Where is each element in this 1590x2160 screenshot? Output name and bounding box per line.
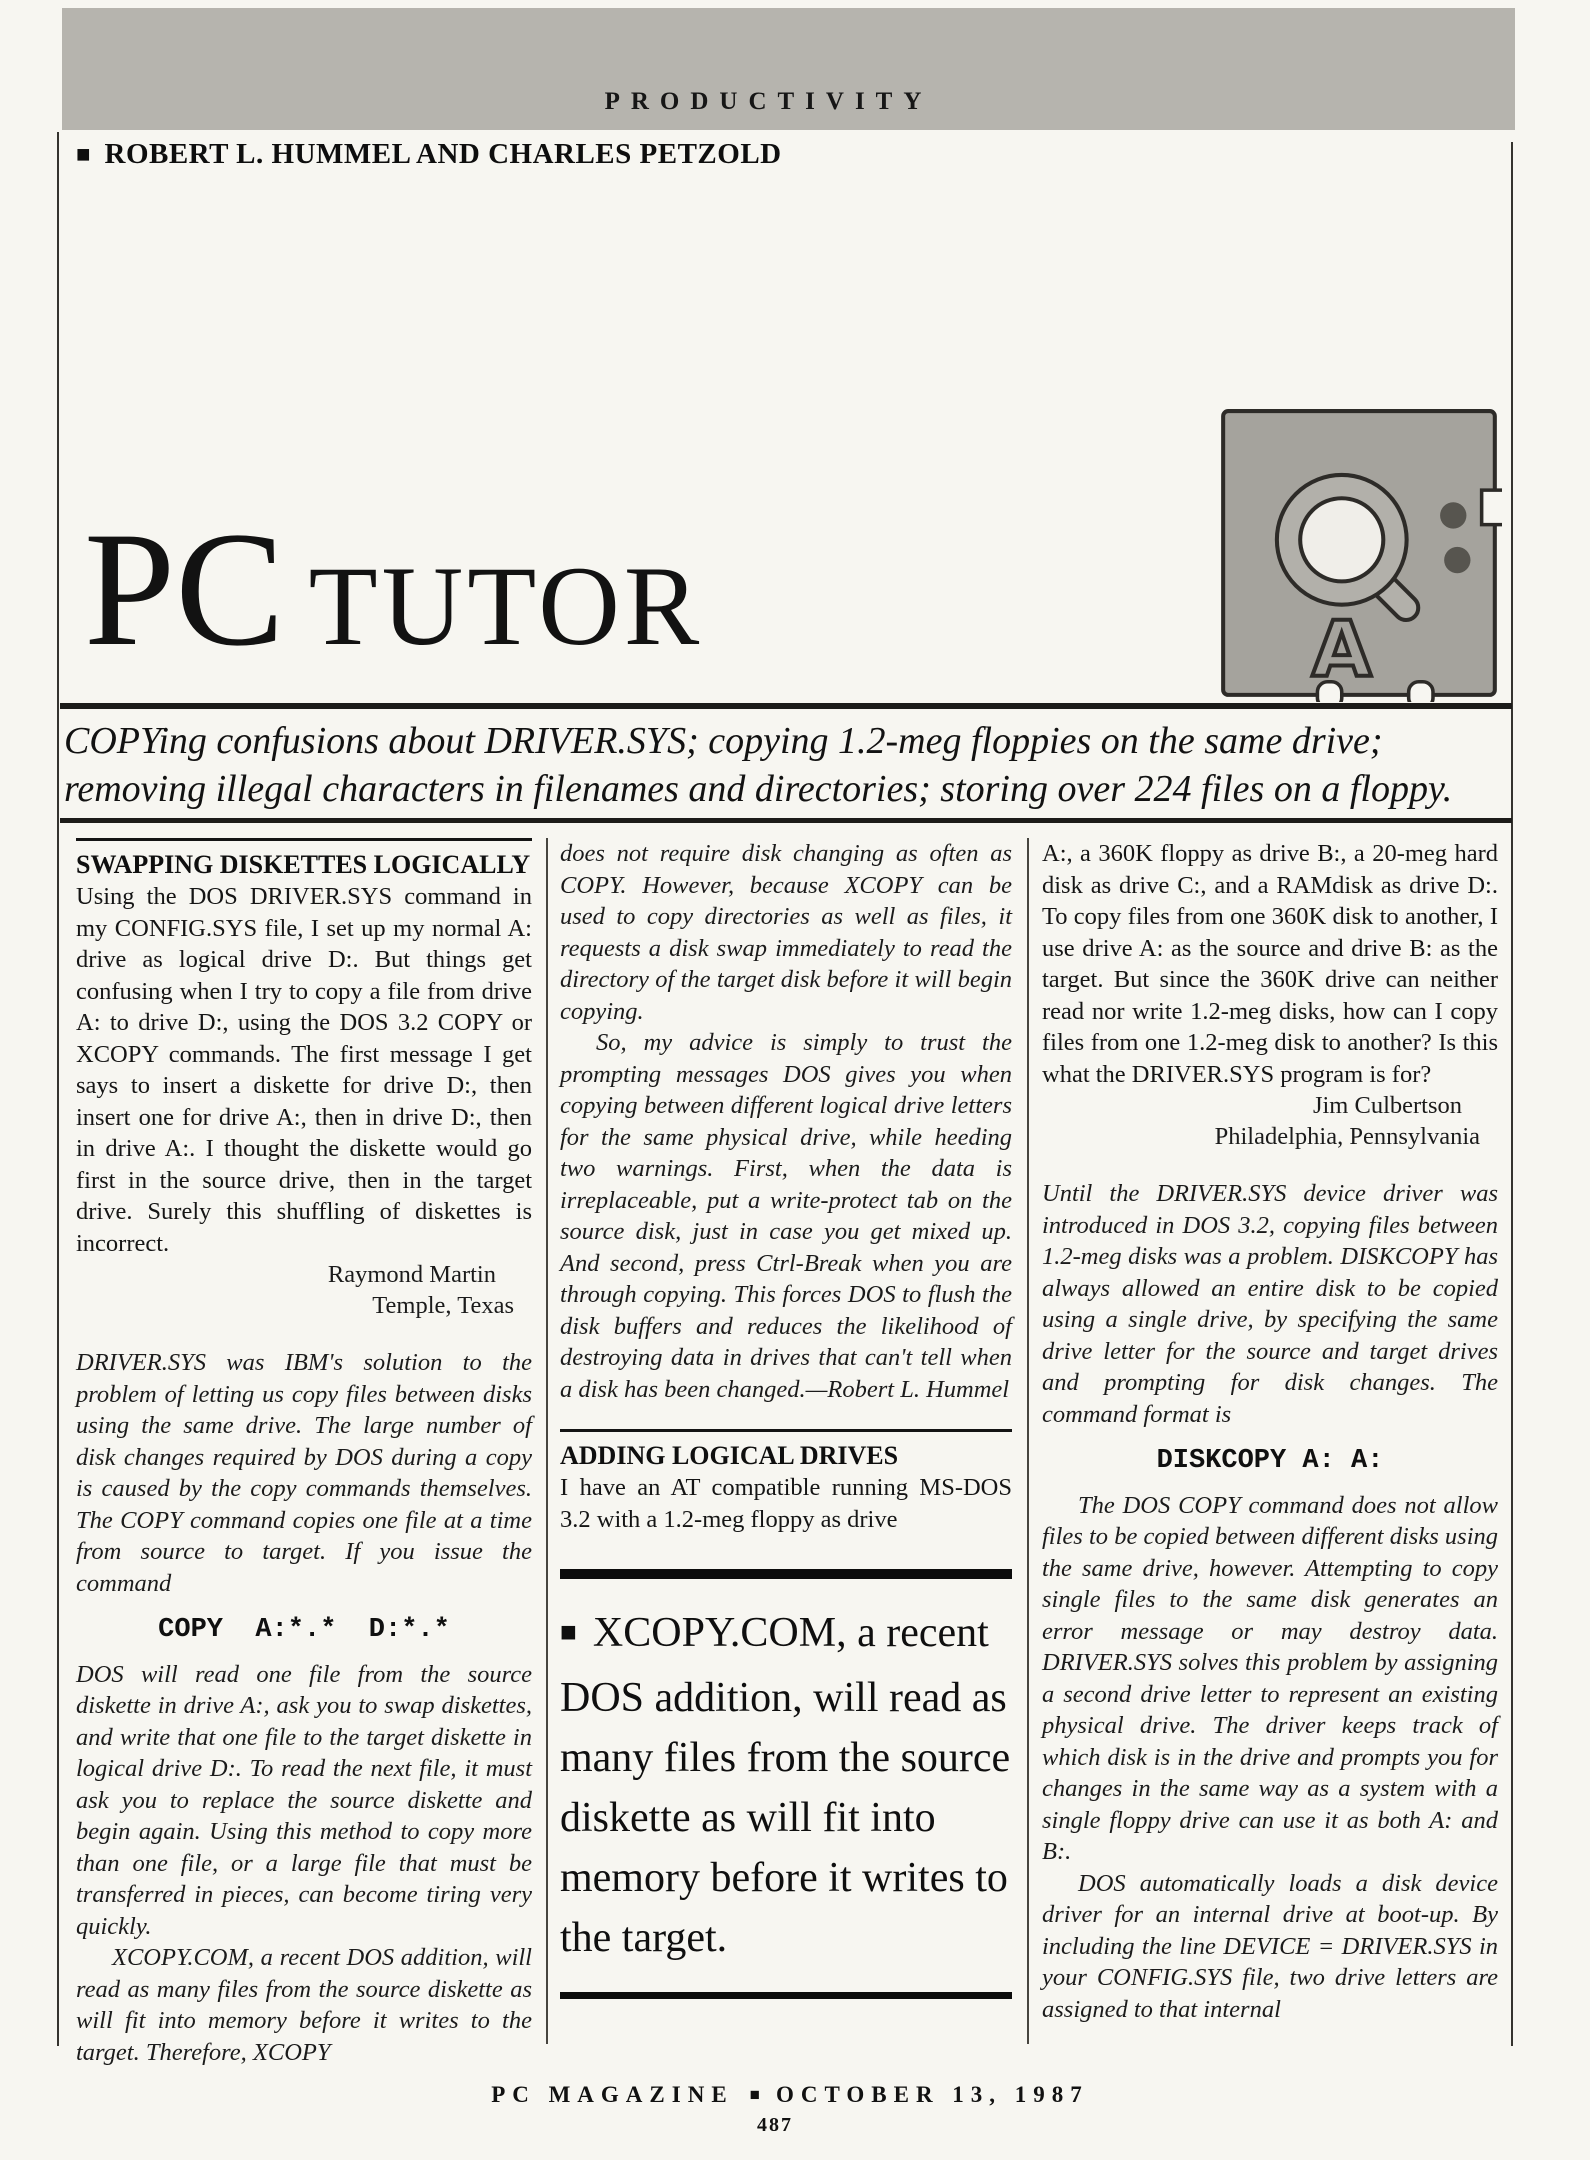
- floppy-bottom-notch-right: [1409, 682, 1433, 702]
- letter-signature: [76, 1259, 532, 1321]
- title-rule: [60, 703, 1512, 709]
- column-2: [560, 838, 1012, 1999]
- dos-command-diskcopy: DISKCOPY A: A:: [1156, 1446, 1384, 1476]
- section-heading-adding: ADDING LOGICAL DRIVES: [560, 1429, 1012, 1472]
- pull-quote: [560, 1569, 1012, 1999]
- section-banner-label: PRODUCTIVITY: [604, 88, 933, 115]
- pull-quote-text: XCOPY.COM, a recent DOS addition, will read as many files from the source diskette as will fit into memory before it writes to the target.: [560, 1610, 1011, 1961]
- deck-line-2: removing illegal characters in filenames and directories; storing over 224 files on a floppy.: [64, 768, 1453, 810]
- footer-square-icon: ■: [749, 2085, 760, 2104]
- signature-name: Raymond Martin: [327, 1261, 496, 1288]
- question-text-swapping: Using the DOS DRIVER.SYS command in my CONFIG.SYS file, I set up my normal A: drive as logical drive D:. But things get confusing when I try to copy a file from drive A: to drive D:, using the DOS 3.2 COPY or XCOPY commands. The first message I get says to insert a diskette for drive D:, then insert one for drive A:, then in drive D:, then in drive A:. I thought the diskette would go first in the source drive, then in the target drive. Surely this shuffling of diskettes is incorrect.: [76, 883, 532, 1257]
- deck-line-1: COPYing confusions about DRIVER.SYS; copying 1.2-meg floppies on the same drive;: [64, 720, 1383, 762]
- letter-signature: [1042, 1090, 1498, 1152]
- footer-magazine: PC MAGAZINE: [491, 2082, 734, 2107]
- colon-dot-top: [1440, 502, 1466, 528]
- hub-hole: [1300, 498, 1383, 581]
- signature-name: Jim Culbertson: [1312, 1092, 1462, 1119]
- deck-rule: [60, 818, 1512, 823]
- question-text-adding-continued: A:, a 360K floppy as drive B:, a 20-meg hard disk as drive C:, and a RAMdisk as drive D:. To copy files from one 360K disk to another, I use drive A: as the source and drive B: as the target. But since the 360K drive can neither read nor write 1.2-meg disks, how can I copy files from one 1.2-meg disk to another? Is this what the DRIVER.SYS program is for?: [1042, 840, 1498, 1088]
- dos-command-copy: COPY A:*.* D:*.*: [158, 1615, 450, 1645]
- deck: [64, 717, 1520, 813]
- colon-dot-bottom: [1444, 547, 1470, 573]
- answer-paragraph: XCOPY.COM, a recent DOS addition, will read as many files from the source diskette as will fit into memory before it writes to the target. Therefore, XCOPY: [76, 1944, 532, 2066]
- column-1: [76, 838, 532, 2068]
- disk-label-letter: A: [1311, 604, 1372, 695]
- answer-paragraph: So, my advice is simply to trust the prompting messages DOS gives you when copying between different logical drive letters for the same physical drive, while heeding two warnings. First, when the data is irreplaceable, put a write-protect tab on the source disk, just in case you get mixed up. And second, press Ctrl-Break when you are through copying. This forces DOS to flush the disk buffers and reduces the likelihood of destroying data in drives that can't tell when a disk has been changed.—Robert L. Hummel: [560, 1029, 1012, 1403]
- answer-paragraph: DRIVER.SYS was IBM's solution to the problem of letting us copy files between disks using the same drive. The large number of disk changes required by DOS during a copy is caused by the copy commands themselves. The COPY command copies one file at a time from source to target. If you issue the command: [76, 1349, 532, 1597]
- answer-paragraph: Until the DRIVER.SYS device driver was introduced in DOS 3.2, copying files between 1.2-meg disks was a problem. DISKCOPY has always allowed an entire disk to be copied using a single drive, by specifying the same drive letter for the source and target drives and prompting for disk changes. The command format is: [1042, 1180, 1498, 1428]
- pull-quote-square-icon: ■: [560, 1617, 577, 1648]
- floppy-write-notch: [1482, 490, 1502, 524]
- byline: [76, 138, 782, 171]
- footer-line: [60, 2082, 1520, 2108]
- answer-paragraph: does not require disk changing as often as COPY. However, because XCOPY can be used to copy directories as well as files, it requests a disk swap immediately to read the directory of the target disk before it will begin copying.: [560, 840, 1012, 1025]
- signature-city: Temple, Texas: [372, 1292, 514, 1319]
- question-text-adding: I have an AT compatible running MS-DOS 3.2 with a 1.2-meg floppy as drive: [560, 1474, 1012, 1533]
- section-banner: [62, 8, 1515, 130]
- right-border-rule: [1511, 142, 1513, 2046]
- column-divider-1: [546, 838, 548, 2044]
- left-border-rule: [57, 132, 59, 2046]
- pull-quote-top-bar: [560, 1569, 1012, 1579]
- answer-paragraph: DOS automatically loads a disk device driver for an internal drive at boot-up. By including the line DEVICE = DRIVER.SYS in your CONFIG.SYS file, two drive letters are assigned to that internal: [1042, 1869, 1498, 2023]
- title-word-pc: PC: [84, 499, 285, 680]
- column-3: [1042, 838, 1498, 2025]
- page-number: 487: [757, 2114, 793, 2136]
- footer-date: OCTOBER 13, 1987: [775, 2082, 1089, 2107]
- page-title: [84, 499, 704, 680]
- column-divider-2: [1027, 838, 1029, 2044]
- floppy-disk-illustration: [1218, 406, 1502, 702]
- byline-authors: ROBERT L. HUMMEL AND CHARLES PETZOLD: [104, 138, 782, 170]
- answer-paragraph: The DOS COPY command does not allow files to be copied between different disks using the same drive, however. Attempting to copy single files to the same disk generates an error message or may destroy data. DRIVER.SYS solves this problem by assigning a second drive letter to represent an existing physical drive. The driver keeps track of which disk is in the drive and prompts you for changes in the same way as a system with a single floppy drive can use it as both A: and B:.: [1042, 1491, 1498, 1865]
- pull-quote-bottom-bar: [560, 1992, 1012, 1999]
- section-heading-swapping: SWAPPING DISKETTES LOGICALLY: [76, 838, 532, 881]
- signature-city: Philadelphia, Pennsylvania: [1214, 1123, 1480, 1150]
- pull-quote-text-block: [560, 1603, 1012, 1968]
- title-word-tutor: TUTOR: [308, 544, 704, 669]
- answer-paragraph: DOS will read one file from the source diskette in drive A:, ask you to swap diskettes, and write that one file to the target diskette in logical drive D:. To read the next file, it must ask you to replace the source diskette and begin again. Using this method to copy more than one file, or a large file that must be transferred in pieces, can become tiring very quickly.: [76, 1660, 532, 1940]
- byline-square-icon: ■: [76, 141, 91, 168]
